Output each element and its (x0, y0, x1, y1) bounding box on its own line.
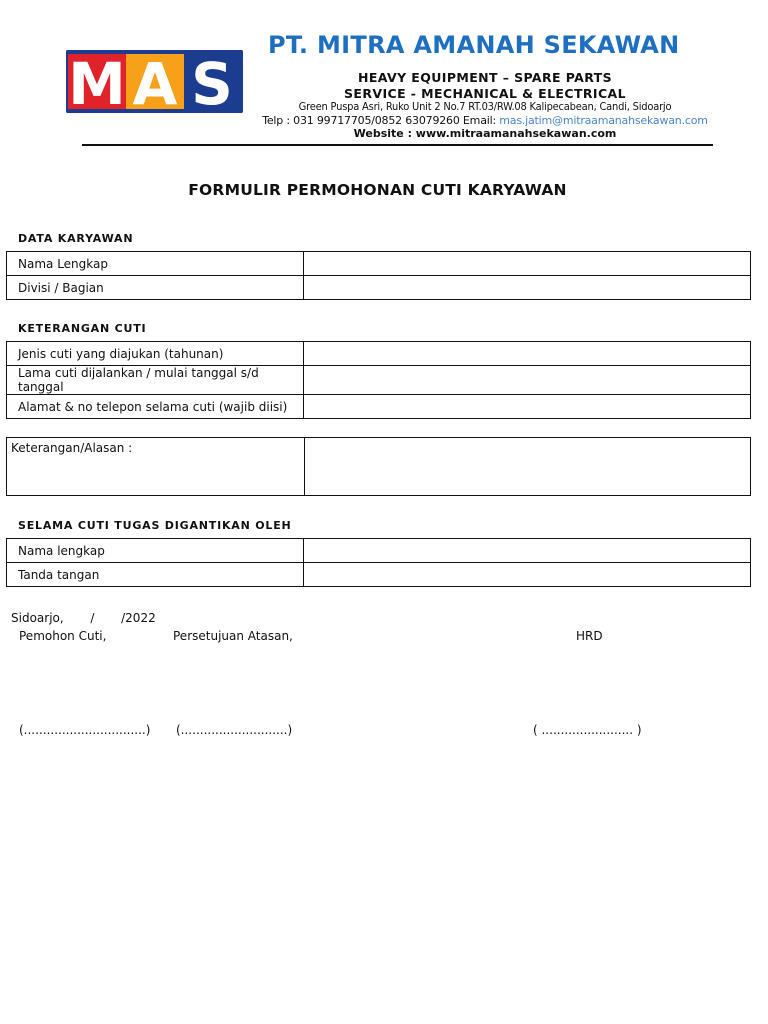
company-name: PT. MITRA AMANAH SEKAWAN (268, 31, 680, 59)
field-label: Lama cuti dijalankan / mulai tanggal s/d tanggal (7, 366, 304, 395)
field-label: Nama lengkap (7, 539, 304, 563)
reason-box (6, 437, 751, 496)
logo-letter-s: S (191, 50, 233, 113)
field-label: Jenis cuti yang diajukan (tahunan) (7, 342, 304, 366)
replacement-table (6, 538, 751, 587)
table-row (7, 539, 751, 563)
company-website[interactable]: Website : www.mitraamanahsekawan.com (353, 127, 617, 140)
mas-logo-graphic (66, 50, 243, 113)
table-row (7, 342, 751, 366)
company-email[interactable]: mas.jatim@mitraamanahsekawan.com (499, 114, 708, 127)
section-heading-pengganti: SELAMA CUTI TUGAS DIGANTIKAN OLEH (18, 519, 292, 532)
reason-label: Keterangan/Alasan : (11, 441, 133, 455)
hrd-signature-line[interactable]: ( ........................ ) (533, 723, 642, 737)
table-row (7, 366, 751, 395)
leave-info-table (6, 341, 751, 419)
form-title: FORMULIR PERMOHONAN CUTI KARYAWAN (188, 181, 567, 199)
company-logo (66, 50, 243, 113)
table-row (7, 563, 751, 587)
field-label: Alamat & no telepon selama cuti (wajib diisi) (7, 395, 304, 419)
hrd-label: HRD (576, 629, 603, 643)
business-line-1: HEAVY EQUIPMENT – SPARE PARTS (357, 70, 613, 85)
leave-address-phone-field[interactable] (304, 395, 751, 419)
replacement-name-field[interactable] (304, 539, 751, 563)
company-address: Green Puspa Asri, Ruko Unit 2 No.7 RT.03/RW.08 Kalipecabean, Candi, Sidoarjo (298, 100, 672, 113)
business-line-2: SERVICE - MECHANICAL & ELECTRICAL (344, 86, 626, 101)
full-name-field[interactable] (304, 252, 751, 276)
leave-duration-field[interactable] (304, 366, 751, 395)
applicant-label: Pemohon Cuti, (19, 629, 107, 643)
field-label: Divisi / Bagian (7, 276, 304, 300)
field-label: Tanda tangan (7, 563, 304, 587)
supervisor-label: Persetujuan Atasan, (173, 629, 293, 643)
leave-type-field[interactable] (304, 342, 751, 366)
division-field[interactable] (304, 276, 751, 300)
table-row (7, 276, 751, 300)
section-heading-keterangan-cuti: KETERANGAN CUTI (18, 322, 147, 335)
company-contact (250, 114, 720, 127)
section-heading-data-karyawan: DATA KARYAWAN (18, 232, 134, 245)
replacement-signature-field[interactable] (304, 563, 751, 587)
company-phone: Telp : 031 99717705/0852 63079260 Email: (262, 114, 500, 127)
logo-letter-a: A (132, 50, 178, 113)
employee-data-table (6, 251, 751, 300)
table-row (7, 252, 751, 276)
supervisor-signature-line[interactable]: (............................) (176, 723, 293, 737)
logo-letter-m: M (68, 50, 126, 113)
reason-field[interactable] (305, 438, 750, 495)
place-date[interactable]: Sidoarjo, / /2022 (11, 611, 156, 625)
header-divider (82, 144, 713, 146)
field-label: Nama Lengkap (7, 252, 304, 276)
applicant-signature-line[interactable]: (................................) (19, 723, 151, 737)
table-row (7, 395, 751, 419)
